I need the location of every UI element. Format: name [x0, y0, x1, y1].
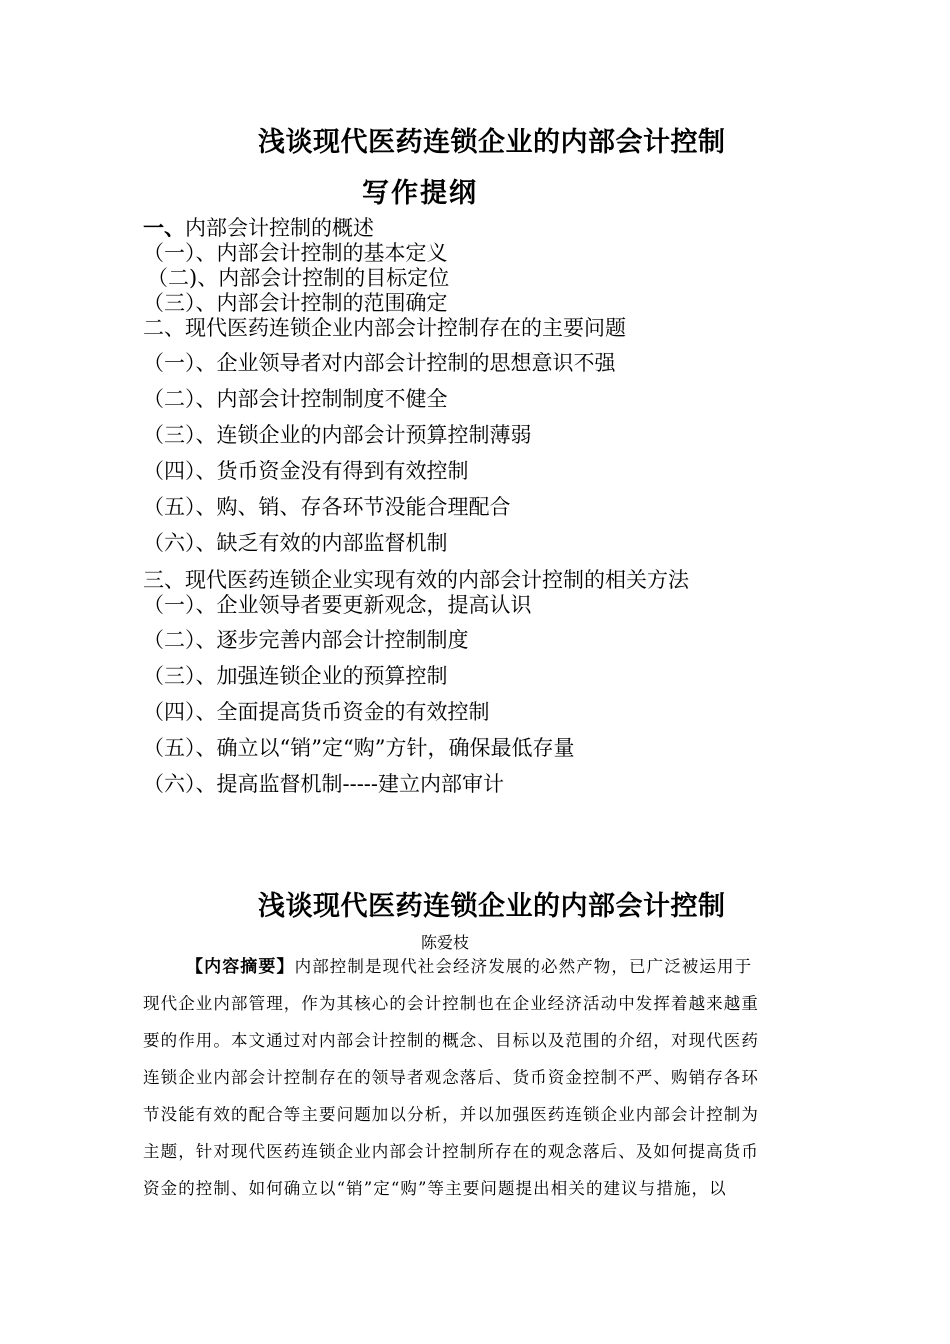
- outline-item: （四）、全面提高货币资金的有效控制: [143, 700, 490, 724]
- outline-item: （三）、加强连锁企业的预算控制: [143, 664, 448, 688]
- article-author: 陈爱枝: [421, 933, 470, 952]
- abstract-line: 节没能有效的配合等主要问题加以分析，并以加强医药连锁企业内部会计控制为: [143, 1105, 759, 1124]
- section-heading-3: 三、现代医药连锁企业实现有效的内部会计控制的相关方法: [143, 568, 689, 592]
- section-heading-2: 二、现代医药连锁企业内部会计控制存在的主要问题: [143, 316, 626, 340]
- outline-subtitle: 写作提纲: [362, 178, 478, 209]
- article-title: 浅谈现代医药连锁企业的内部会计控制: [258, 891, 726, 922]
- outline-item: （一）、企业领导者要更新观念，提高认识: [143, 593, 532, 617]
- outline-item: （三）、内部会计控制的范围确定: [143, 291, 448, 315]
- outline-item: （四）、货币资金没有得到有效控制: [143, 459, 469, 483]
- outline-item: （一）、企业领导者对内部会计控制的思想意识不强: [143, 351, 616, 375]
- section-heading-1: 一、内部会计控制的概述: [143, 215, 374, 240]
- abstract-label: 【内容摘要】: [186, 957, 295, 977]
- outline-item: （二）、内部会计控制制度不健全: [143, 387, 448, 411]
- outline-item: （五）、购、销、存各环节没能合理配合: [143, 495, 511, 519]
- outline-item: （六）、缺乏有效的内部监督机制: [143, 531, 448, 555]
- outline-item: （一）、内部会计控制的基本定义: [143, 241, 448, 265]
- abstract-line: 连锁企业内部会计控制存在的领导者观念落后、货币资金控制不严、购销存各环: [143, 1068, 759, 1087]
- abstract-line-1: 【内容摘要】内部控制是现代社会经济发展的必然产物，已广泛被运用于: [186, 957, 753, 977]
- outline-item: （三）、连锁企业的内部会计预算控制薄弱: [143, 423, 532, 447]
- abstract-line: 现代企业内部管理，作为其核心的会计控制也在企业经济活动中发挥着越来越重: [143, 994, 759, 1013]
- abstract-line: 要的作用。本文通过对内部会计控制的概念、目标以及范围的介绍，对现代医药: [143, 1031, 759, 1050]
- abstract-line: 资金的控制、如何确立以“销”定“购”等主要问题提出相关的建议与措施，以: [143, 1179, 727, 1198]
- outline-item: （二）、逐步完善内部会计控制制度: [143, 628, 469, 652]
- outline-item: （六）、提高监督机制-----建立内部审计: [143, 772, 504, 796]
- outline-title: 浅谈现代医药连锁企业的内部会计控制: [258, 127, 726, 158]
- abstract-line: 主题，针对现代医药连锁企业内部会计控制所存在的观念落后、及如何提高货币: [143, 1142, 759, 1161]
- outline-item: （二)、内部会计控制的目标定位: [147, 266, 450, 290]
- outline-item: （五）、确立以“销”定“购”方针，确保最低存量: [143, 736, 575, 760]
